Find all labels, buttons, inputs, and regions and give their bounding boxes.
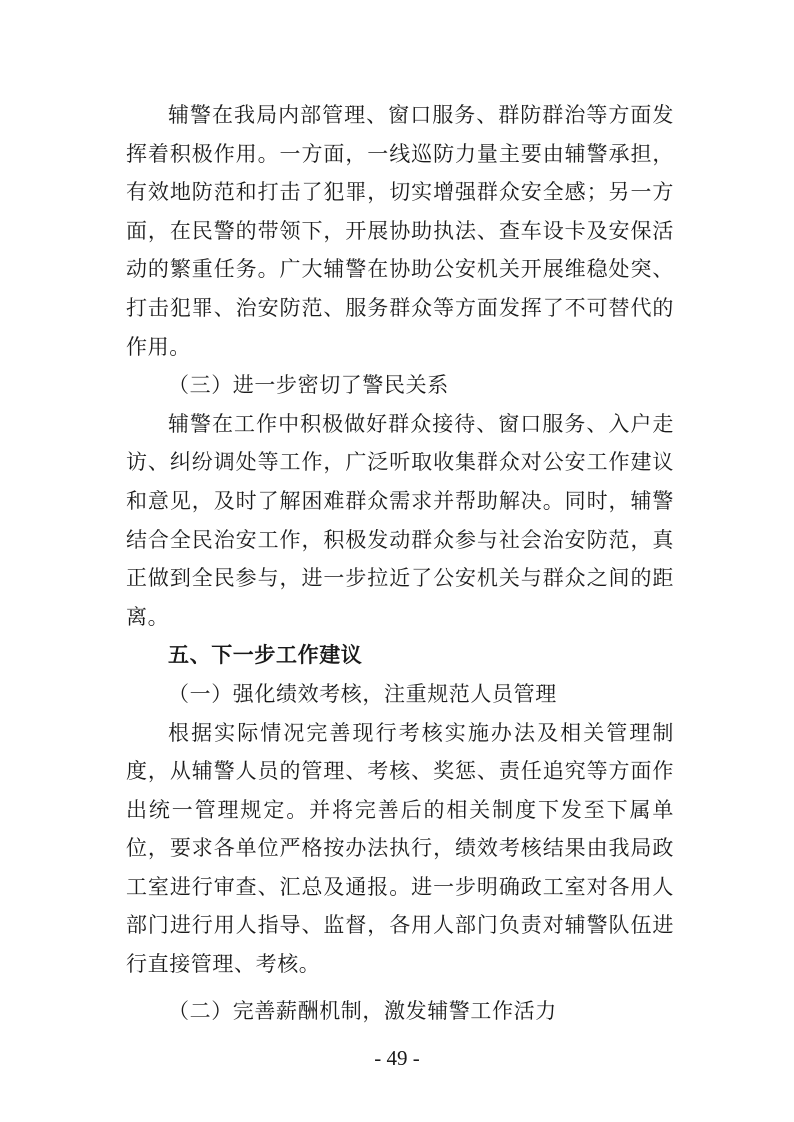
body-paragraph-1: 辅警在我局内部管理、窗口服务、群防群治等方面发挥着积极作用。一方面，一线巡防力量主要由辅警承担，有效地防范和打击了犯罪，切实增强群众安全感；另一方面，在民警的带领下，开展协助执法、查车设卡及安保活动的繁重任务。广大辅警在协助公安机关开展维稳处突、打击犯罪、治安防范、服务群众等方面发挥了不可替代的作用。: [126, 103, 674, 359]
subheading-3: （三）进一步密切了警民关系: [168, 373, 449, 398]
subheading-2: （二）完善薪酬机制，激发辅警工作活力: [168, 998, 557, 1023]
body-paragraph-3: 根据实际情况完善现行考核实施办法及相关管理制度，从辅警人员的管理、考核、奖惩、责任追究等方面作出统一管理规定。并将完善后的相关制度下发至下属单位，要求各单位严格按办法执行，绩效考核结果由我局政工室进行审查、汇总及通报。进一步明确政工室对各用人部门进行用人指导、监督，各用人部门负责对辅警队伍进行直接管理、考核。: [126, 720, 674, 977]
section-heading-5: 五、下一步工作建议: [168, 643, 363, 668]
page-number: - 49 -: [374, 1046, 420, 1070]
body-paragraph-2: 辅警在工作中积极做好群众接待、窗口服务、入户走访、纠纷调处等工作，广泛听取收集群众对公安工作建议和意见，及时了解困难群众需求并帮助解决。同时，辅警结合全民治安工作，积极发动群众参与社会治安防范，真正做到全民参与，进一步拉近了公安机关与群众之间的距离。: [126, 411, 674, 629]
subheading-1: （一）强化绩效考核，注重规范人员管理: [168, 681, 557, 706]
page-content: [126, 96, 674, 1030]
